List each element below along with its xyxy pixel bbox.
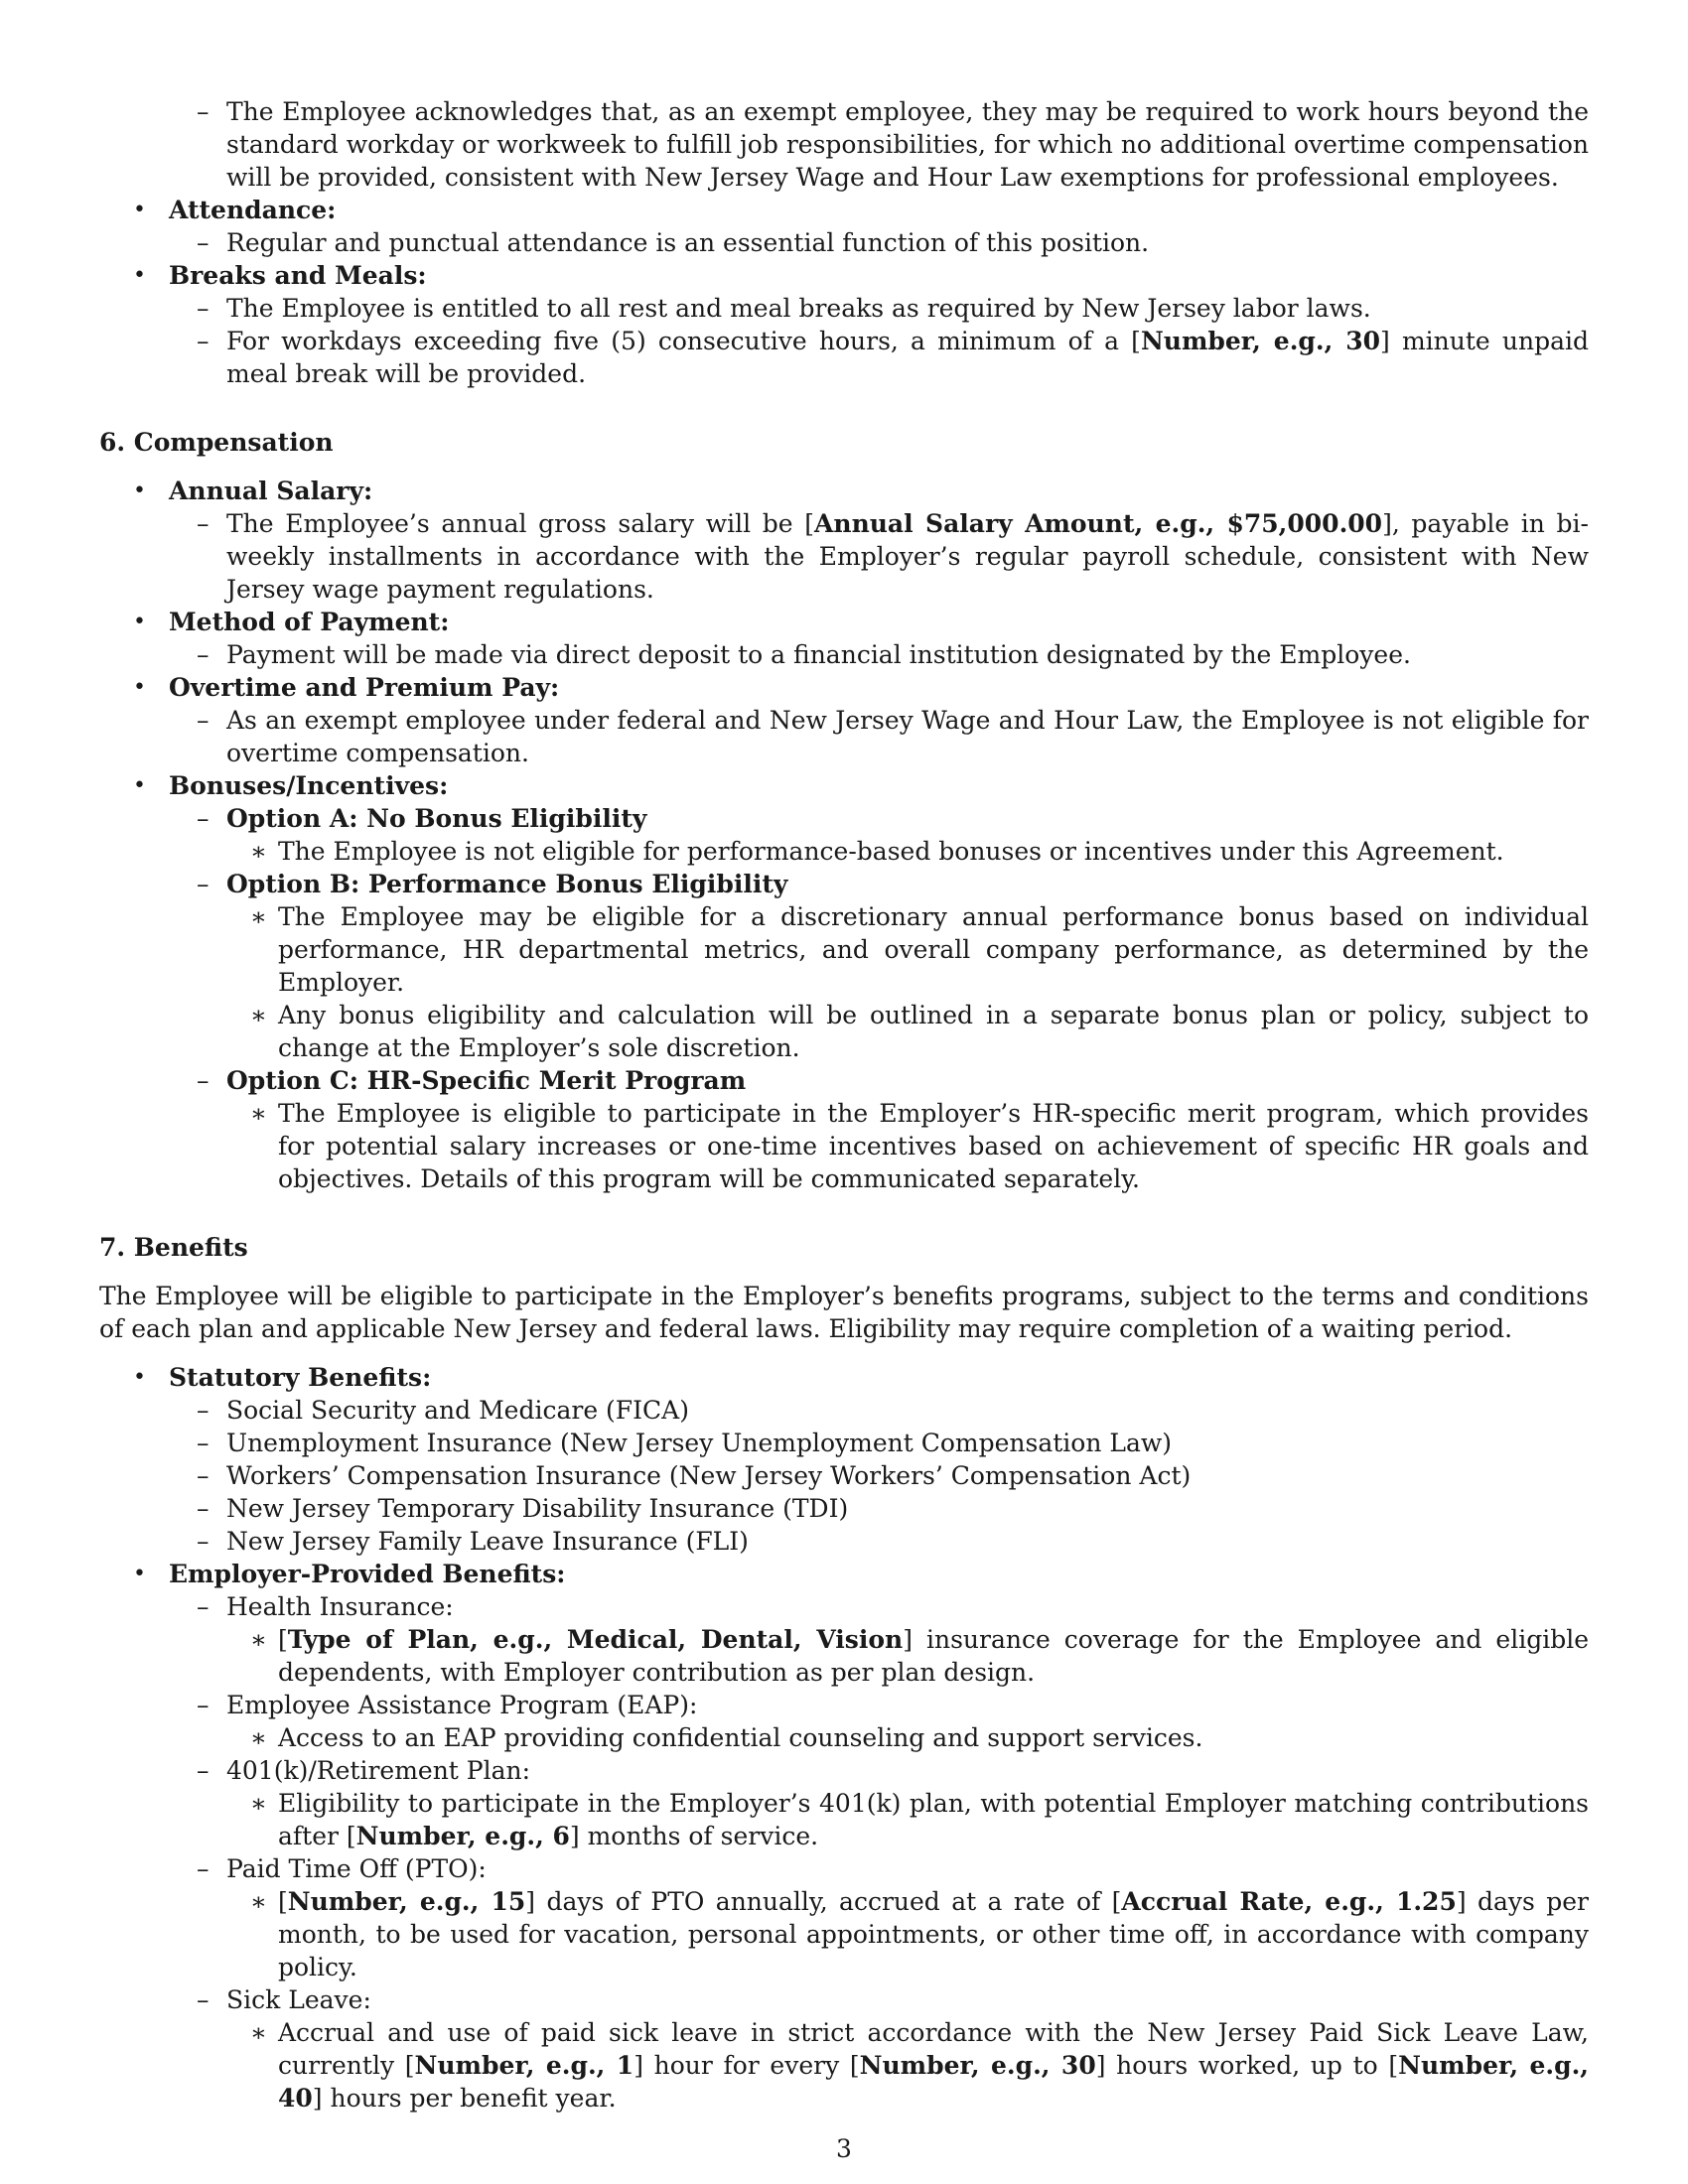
- option-a-title: Option A: No Bonus Eligibility: [226, 804, 647, 833]
- list-item: [99, 1459, 1589, 1492]
- exempt-hours-text: The Employee acknowledges that, as an exempt employee, they may be required to work hours beyond the standard workday or workweek to fulfill job responsibilities, for which no additional overtime compensation will be provided, consistent with New Jersey Wage and Hour Law exemptions for professional employees.: [226, 97, 1589, 192]
- star-marker: ∗: [250, 1625, 267, 1654]
- star-marker: ∗: [250, 1001, 267, 1029]
- list-item: [99, 325, 1589, 390]
- list-item: [99, 1787, 1589, 1852]
- salary-text-pre: The Employee’s annual gross salary will be [: [226, 509, 814, 538]
- star-marker: ∗: [250, 2018, 267, 2047]
- dash-marker: –: [197, 327, 210, 355]
- option-b-text-1: The Employee may be eligible for a discretionary annual performance bonus based on individual performance, HR departmental metrics, and overall company performance, as determined by the Employer.: [278, 902, 1589, 997]
- breaks-heading: Breaks and Meals:: [169, 261, 427, 290]
- bullet-marker: •: [133, 1365, 146, 1390]
- list-item: [99, 1064, 1589, 1097]
- list-item: [99, 1754, 1589, 1787]
- list-item: [99, 1689, 1589, 1721]
- sick-leave-label: Sick Leave:: [226, 1985, 371, 2014]
- breaks-text-2-pre: For workdays exceeding five (5) consecutive hours, a minimum of a [: [226, 327, 1141, 355]
- dash-marker: –: [197, 640, 210, 669]
- dash-marker: –: [197, 1756, 210, 1785]
- list-item: [99, 226, 1589, 259]
- plan-type-placeholder: Type of Plan, e.g., Medical, Dental, Vision: [287, 1625, 904, 1654]
- list-item: [99, 1558, 1589, 1590]
- sick-text-mid-2: ] hours worked, up to [: [1095, 2051, 1399, 2080]
- retirement-text-post: ] months of service.: [569, 1822, 819, 1850]
- statutory-item: New Jersey Temporary Disability Insurance (TDI): [226, 1494, 849, 1523]
- dash-marker: –: [197, 1066, 210, 1095]
- breaks-text-2-post: ] minute unpaid meal break will be provided.: [226, 327, 1589, 388]
- sick-hour-placeholder: Number, e.g., 1: [414, 2051, 634, 2080]
- statutory-item: Workers’ Compensation Insurance (New Jersey Workers’ Compensation Act): [226, 1461, 1192, 1490]
- star-marker: ∗: [250, 1723, 267, 1752]
- dash-marker: –: [197, 1691, 210, 1719]
- list-item: [99, 1394, 1589, 1427]
- list-item: [99, 95, 1589, 194]
- health-text-post: ] insurance coverage for the Employee and eligible dependents, with Employer contribution as per plan design.: [278, 1625, 1589, 1687]
- open-bracket: [: [278, 1887, 288, 1916]
- retirement-months-placeholder: Number, e.g., 6: [355, 1822, 570, 1850]
- document-page: [99, 95, 1589, 2115]
- bullet-marker: •: [133, 1562, 146, 1586]
- sick-max-hours-placeholder: Number, e.g., 40: [278, 2051, 1589, 2113]
- dash-marker: –: [197, 294, 210, 323]
- dash-marker: –: [197, 1429, 210, 1457]
- page-number: 3: [836, 2134, 852, 2163]
- accrual-rate-placeholder: Accrual Rate, e.g., 1.25: [1121, 1887, 1457, 1916]
- pto-days-placeholder: Number, e.g., 15: [287, 1887, 526, 1916]
- list-item: [99, 1097, 1589, 1195]
- star-marker: ∗: [250, 1789, 267, 1818]
- list-item: [99, 802, 1589, 835]
- section-6-title: 6. Compensation: [99, 428, 334, 457]
- bullet-marker: •: [133, 478, 146, 503]
- bullet-marker: •: [133, 263, 146, 288]
- list-item: [99, 1852, 1589, 1885]
- list-item: [99, 638, 1589, 671]
- pto-label: Paid Time Off (PTO):: [226, 1854, 487, 1883]
- eap-label: Employee Assistance Program (EAP):: [226, 1691, 698, 1719]
- dash-marker: –: [197, 97, 210, 126]
- list-item: [99, 1623, 1589, 1689]
- list-item: [99, 1492, 1589, 1525]
- bonus-heading: Bonuses/Incentives:: [169, 771, 449, 800]
- option-c-title: Option C: HR-Specific Merit Program: [226, 1066, 747, 1095]
- sick-text-post: ] hours per benefit year.: [312, 2084, 617, 2113]
- retirement-text-pre: Eligibility to participate in the Employer’s 401(k) plan, with potential Employer matching contributions after [: [278, 1789, 1589, 1850]
- list-item: [99, 835, 1589, 868]
- star-marker: ∗: [250, 1099, 267, 1128]
- breaks-text-1: The Employee is entitled to all rest and meal breaks as required by New Jersey labor laws.: [226, 294, 1371, 323]
- retirement-label: 401(k)/Retirement Plan:: [226, 1756, 531, 1785]
- option-b-title: Option B: Performance Bonus Eligibility: [226, 870, 788, 898]
- list-item: [99, 2016, 1589, 2115]
- option-b-text-2: Any bonus eligibility and calculation will be outlined in a separate bonus plan or policy, subject to change at the Employer’s sole discretion.: [278, 1001, 1589, 1062]
- list-item: [99, 1361, 1589, 1394]
- list-item: [99, 1721, 1589, 1754]
- attendance-text: Regular and punctual attendance is an essential function of this position.: [226, 228, 1150, 257]
- bullet-marker: •: [133, 198, 146, 222]
- employer-benefits-heading: Employer-Provided Benefits:: [169, 1560, 566, 1588]
- pto-text-mid: ] days of PTO annually, accrued at a rate of [: [525, 1887, 1122, 1916]
- bullet-marker: •: [133, 675, 146, 700]
- list-item: [99, 475, 1589, 507]
- dash-marker: –: [197, 1396, 210, 1425]
- option-c-text: The Employee is eligible to participate in the Employer’s HR-specific merit program, which provides for potential salary increases or one-time incentives based on achievement of specific HR goals and objectives. Details of this program will be communicated separately.: [278, 1099, 1589, 1193]
- list-item: [99, 259, 1589, 292]
- list-item: [99, 606, 1589, 638]
- bullet-marker: •: [133, 773, 146, 798]
- dash-marker: –: [197, 706, 210, 735]
- dash-marker: –: [197, 1985, 210, 2014]
- option-a-text: The Employee is not eligible for performance-based bonuses or incentives under this Agreement.: [278, 837, 1504, 866]
- statutory-item: Social Security and Medicare (FICA): [226, 1396, 689, 1425]
- benefits-intro: The Employee will be eligible to participate in the Employer’s benefits programs, subject to the terms and conditions of each plan and applicable New Jersey and federal laws. Eligibility may require completion of a waiting period.: [99, 1282, 1589, 1343]
- list-item: [99, 704, 1589, 769]
- dash-marker: –: [197, 1854, 210, 1883]
- dash-marker: –: [197, 1527, 210, 1556]
- pto-text-post: ] days per month, to be used for vacation, personal appointments, or other time off, in accordance with company policy.: [278, 1887, 1589, 1981]
- statutory-item: Unemployment Insurance (New Jersey Unemployment Compensation Law): [226, 1429, 1173, 1457]
- list-item: [99, 671, 1589, 704]
- list-item: [99, 1590, 1589, 1623]
- dash-marker: –: [197, 509, 210, 538]
- dash-marker: –: [197, 870, 210, 898]
- sick-text-pre: Accrual and use of paid sick leave in strict accordance with the New Jersey Paid Sick Leave Law, currently [: [278, 2018, 1589, 2080]
- list-item: [99, 1885, 1589, 1983]
- list-item: [99, 292, 1589, 325]
- open-bracket: [: [278, 1625, 288, 1654]
- list-item: [99, 868, 1589, 900]
- salary-placeholder: Annual Salary Amount, e.g., $75,000.00: [814, 509, 1383, 538]
- statutory-heading: Statutory Benefits:: [169, 1363, 432, 1392]
- list-item: [99, 999, 1589, 1064]
- bullet-marker: •: [133, 610, 146, 634]
- star-marker: ∗: [250, 902, 267, 931]
- payment-text: Payment will be made via direct deposit to a financial institution designated by the Employee.: [226, 640, 1411, 669]
- list-item: [99, 507, 1589, 606]
- list-item: [99, 769, 1589, 802]
- health-label: Health Insurance:: [226, 1592, 454, 1621]
- attendance-heading: Attendance:: [169, 196, 337, 224]
- salary-text-post: ], payable in bi-weekly installments in accordance with the Employer’s regular payroll schedule, consistent with New Jersey wage payment regulations.: [226, 509, 1589, 604]
- eap-text: Access to an EAP providing confidential counseling and support services.: [278, 1723, 1203, 1752]
- section-7-title: 7. Benefits: [99, 1233, 248, 1262]
- list-item: [99, 1525, 1589, 1558]
- sick-hours-worked-placeholder: Number, e.g., 30: [859, 2051, 1096, 2080]
- meal-break-placeholder: Number, e.g., 30: [1140, 327, 1381, 355]
- dash-marker: –: [197, 1494, 210, 1523]
- list-item: [99, 194, 1589, 226]
- dash-marker: –: [197, 228, 210, 257]
- list-item: [99, 1983, 1589, 2016]
- salary-heading: Annual Salary:: [169, 477, 373, 505]
- star-marker: ∗: [250, 837, 267, 866]
- dash-marker: –: [197, 804, 210, 833]
- overtime-heading: Overtime and Premium Pay:: [169, 673, 560, 702]
- dash-marker: –: [197, 1592, 210, 1621]
- list-item: [99, 1427, 1589, 1459]
- list-item: [99, 900, 1589, 999]
- sick-text-mid-1: ] hour for every [: [633, 2051, 860, 2080]
- star-marker: ∗: [250, 1887, 267, 1916]
- overtime-text: As an exempt employee under federal and New Jersey Wage and Hour Law, the Employee is not eligible for overtime compensation.: [226, 706, 1589, 767]
- dash-marker: –: [197, 1461, 210, 1490]
- payment-heading: Method of Payment:: [169, 608, 450, 636]
- statutory-item: New Jersey Family Leave Insurance (FLI): [226, 1527, 749, 1556]
